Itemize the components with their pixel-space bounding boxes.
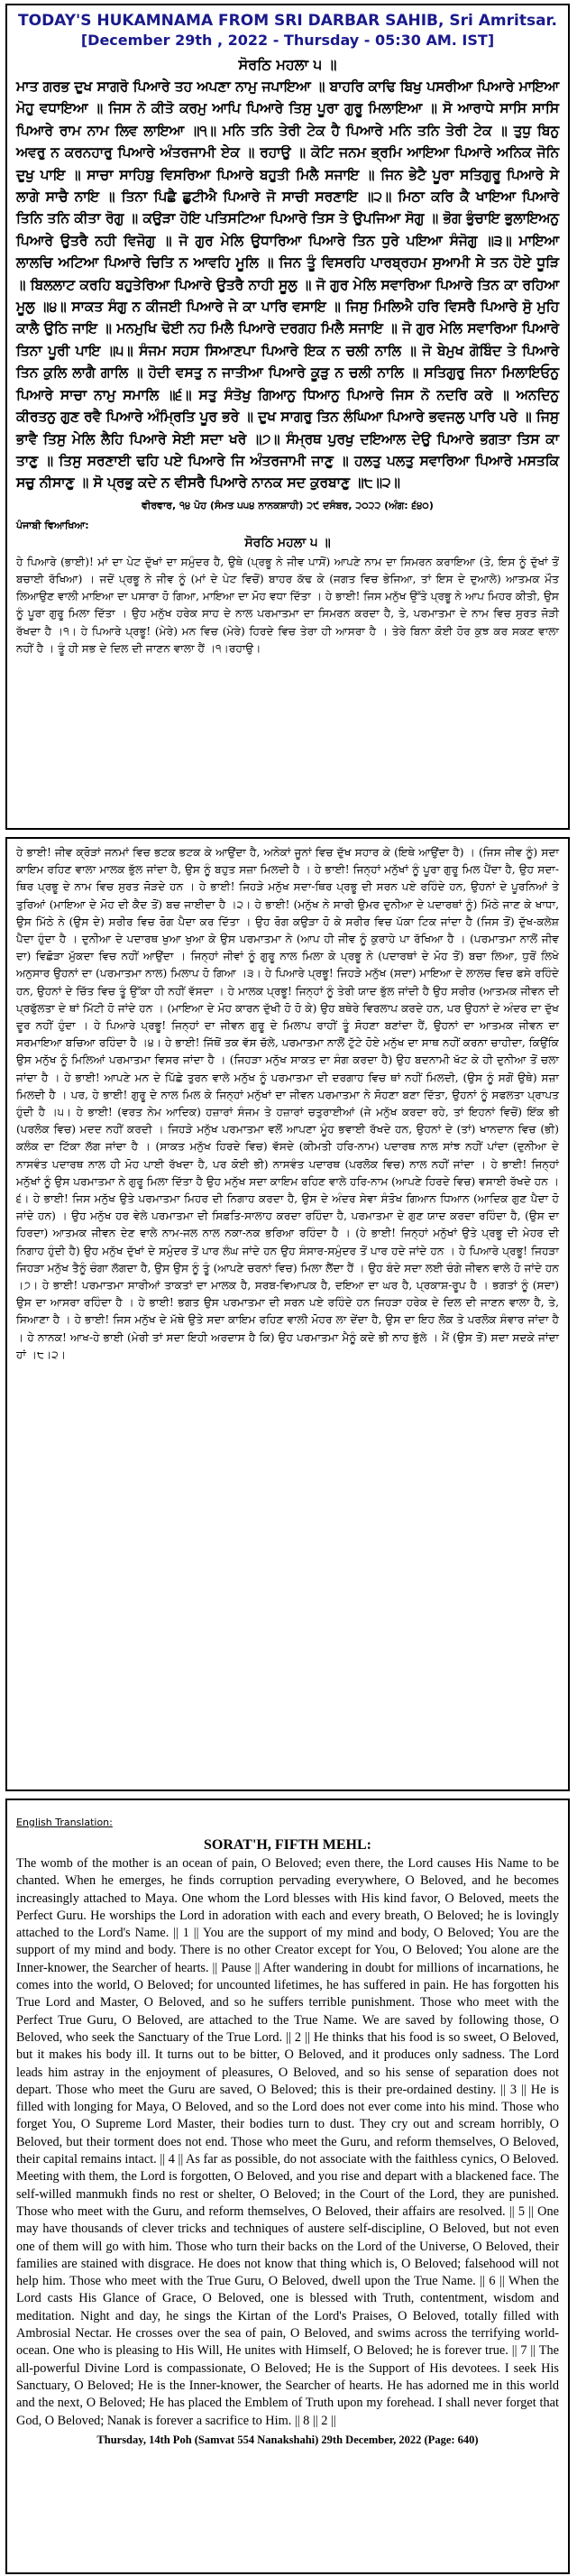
vyakhya-text-part1: ਹੇ ਪਿਆਰੇ (ਭਾਈ)! ਮਾਂ ਦਾ ਪੇਟ ਦੁੱਖਾਂ ਦਾ ਸਮੁੰਦਰ ਹੈ, ਉਥੇ (ਪ੍ਰਭੂ ਨੇ ਜੀਵ ਪਾਸੋਂ) ਆਪਣੇ ਨਾਮ ਦਾ ਸਿਮਰਨ ਕਰਾਇਆ (ਤੇ, ਇਸ ਨੂੰ ਦੁੱਖਾਂ ਤੋਂ ਬਚਾਈ ਰੱਖਿਆ) । ਜਦੋਂ ਪ੍ਰਭੂ ਨੇ ਜੀਵ ਨੂੰ (ਮਾਂ ਦੇ ਪੇਟ ਵਿਚੋਂ) ਬਾਹਰ ਕੱਢ ਕੇ (ਜਗਤ ਵਿਚ ਭੇਜਿਆ, ਤਾਂ ਇਸ ਦੇ ਦੁਆਲੇ) ਆਤਮਕ ਮੌਤ ਲਿਆਉਣ ਵਾਲੀ ਮਾਇਆ ਦਾ ਪਸਾਰਾ ਹੋ ਗਿਆ, ਮਾਇਆ ਦਾ ਮੋਹ ਵਧਾ ਦਿੱਤਾ । ਹੇ ਭਾਈ! ਜਿਸ ਮਨੁੱਖ ਉੱਤੇ ਪ੍ਰਭੂ ਨੇ ਆਪ ਮਿਹਰ ਕੀਤੀ, ਉਸ ਨੂੰ ਪੂਰਾ ਗੁਰੂ ਮਿਲਾ ਦਿੱਤਾ । ਉਹ ਮਨੁੱਖ ਹਰੇਕ ਸਾਹ ਦੇ ਨਾਲ ਪਰਮਾਤਮਾ ਦਾ ਸਿਮਰਨ ਕਰਦਾ ਹੈ, ਤੇ, ਪਰਮਾਤਮਾ ਦੇ ਨਾਮ ਵਿਚ ਸੁਰਤ ਜੋੜੀ ਰੱਖਦਾ ਹੈ ।੧। ਹੇ ਪਿਆਰੇ ਪ੍ਰਭੂ! (ਮੇਰੇ) ਮਨ ਵਿਚ (ਮੇਰੇ) ਹਿਰਦੇ ਵਿਚ ਤੇਰਾ ਹੀ ਆਸਰਾ ਹੈ । ਤੇਰੇ ਬਿਨਾ ਕੋਈ ਹੋਰ ਕੁਝ ਕਰ ਸਕਣ ਵਾਲਾ ਨਹੀਂ ਹੈ । ਤੂੰ ਹੀ ਸਭ ਦੇ ਦਿਲ ਦੀ ਜਾਣਨ ਵਾਲਾ ਹੈਂ ।੧।ਰਹਾਉ। [16, 555, 559, 655]
page-header [7, 5, 568, 51]
english-text: The womb of the mother is an ocean of pain, O Beloved; even there, the Lord causes His Name to be chanted. When he emerges, he finds corruption pervading everywhere, O Beloved, and he becomes increasingly attached to Maya. One whom the Lord blesses with His kind favor, O Beloved, meets the Perfect Guru. He worships the Lord in adoration with each and every breath, O Beloved; he is lovingly attached to the Lord's Name. || 1 || You are the support of my mind and body, O Beloved; You are the support of my mind and body. There is no other Creator except for You, O Beloved; You alone are the Inner-knower, the Searcher of hearts. || Pause || After wandering in doubt for millions of incarnations, he comes into the world, O Beloved; for uncounted lifetimes, he has suffered in pain. He has forgotten his True Lord and Master, O Beloved, and so he suffers terrible punishment. Those who meet with the Perfect True Guru, O Beloved, are attached to the True Name. We are saved by following those, O Beloved, who seek the Sanctuary of the True Lord. || 2 || He thinks that his food is so sweet, O Beloved, but it makes his body ill. It turns out to be bitter, O Beloved, and it produces only sadness. The Lord leads him astray in the enjoyment of pleasures, O Beloved, and so his sense of separation does not depart. Those who meet the Guru are saved, O Beloved; this is their pre-ordained destiny. || 3 || He is filled with longing for Maya, O Beloved, and so the Lord does not ever come into his mind. Those who forget You, O Supreme Lord Master, their bodies turn to dust. They cry out and scream horribly, O Beloved, but their torment does not end. Those who meet the Guru, and reform themselves, O Beloved, their capital remains intact. || 4 || As far as possible, do not associate with the faithless cynics, O Beloved. Meeting with them, the Lord is forgotten, O Beloved, and you rise and depart with a blackened face. The self-willed manmukh finds no rest or shelter, O Beloved; in the Court of the Lord, they are punished. Those who meet with the Guru, and reform themselves, O Beloved, their affairs are resolved. || 5 || One may have thousands of clever tricks and techniques of austere self-discipline, O Beloved, but not even one of them will go with him. Those who turn their backs on the Lord of the Universe, O Beloved, their families are stained with disgrace. He does not know that thing which is, O Beloved; falsehood will not help him. Those who meet with the True Guru, O Beloved, dwell upon the True Name. || 6 || When the Lord casts His Glance of Grace, O Beloved, one is blessed with Truth, contentment, wisdom and meditation. Night and day, he sings the Kirtan of the Lord's Praises, O Beloved, totally filled with Ambrosial Nectar. He crosses over the sea of pain, O Beloved, and swims across the terrifying world-ocean. One who is pleasing to His Will, He unites with Himself, O Beloved; he is forever true. || 7 || The all-powerful Divine Lord is compassionate, O Beloved; He is the Support of His devotees. I seek His Sanctuary, O Beloved; He is the Inner-knower, the Searcher of hearts. He has adorned me in this world and the next, O Beloved; He has placed the Emblem of Truth upon my forehead. I shall never forget that God, O Beloved; Nanak is forever a sacrifice to Him. || 8 || 2 || [16, 1856, 559, 2428]
page-date: [December 29th , 2022 - Thursday - 05:30 AM. IST] [80, 32, 495, 49]
gurbani-box [5, 4, 570, 830]
punjabi-vyakhya-label: ਪੰਜਾਬੀ ਵਿਆਖਿਆ: [16, 519, 89, 531]
vyakhya-text-part2: ਹੇ ਭਾਈ! ਜੀਵ ਕ੍ਰੋੜਾਂ ਜਨਮਾਂ ਵਿਚ ਭਟਕ ਭਟਕ ਕੇ ਆਉਂਦਾ ਹੈ, ਅਨੇਕਾਂ ਜੂਨਾਂ ਵਿਚ ਦੁੱਖ ਸਹਾਰ ਕੇ (ਇਥੇ ਆਉਂਦਾ ਹੈ) । (ਜਿਸ ਜੀਵ ਨੂੰ) ਸਦਾ ਕਾਇਮ ਰਹਿਣ ਵਾਲਾ ਮਾਲਕ ਭੁੱਲ ਜਾਂਦਾ ਹੈ, ਉਸ ਨੂੰ ਬਹੁਤ ਸਜ਼ਾ ਮਿਲਦੀ ਹੈ । ਹੇ ਭਾਈ! ਜਿਨ੍ਹਾਂ ਮਨੁੱਖਾਂ ਨੂੰ ਪੂਰਾ ਗੁਰੂ ਮਿਲ ਪੈਂਦਾ ਹੈ, ਉਹ ਸਦਾ-ਥਿਰ ਪ੍ਰਭੂ ਦੇ ਨਾਮ ਵਿਚ ਸੁਰਤ ਜੋੜਦੇ ਹਨ । ਹੇ ਭਾਈ! ਜਿਹੜੇ ਮਨੁੱਖ ਸਦਾ-ਥਿਰ ਪ੍ਰਭੂ ਦੀ ਸਰਨ ਪਏ ਰਹਿੰਦੇ ਹਨ, ਉਹਨਾਂ ਦੇ ਪੂਰਨਿਆਂ ਤੇ ਤੁਰਿਆਂ (ਮਾਇਆ ਦੇ ਮੋਹ ਦੀ ਕੈਦ ਤੋਂ) ਬਚ ਜਾਈਦਾ ਹੈ ।੨। ਹੇ ਭਾਈ! (ਮਨੁੱਖ ਨੇ ਸਾਰੀ ਉਮਰ ਦੁਨੀਆ ਦੇ ਪਦਾਰਥਾਂ ਨੂੰ) ਮਿੱਠੇ ਜਾਣ ਕੇ ਖਾਧਾ, ਉਸ ਮਿੱਠੇ ਨੇ (ਉਸ ਦੇ) ਸਰੀਰ ਵਿਚ ਰੋਗ ਪੈਦਾ ਕਰ ਦਿੱਤਾ । ਉਹ ਰੋਗ ਕਉੜਾ ਹੋ ਕੇ ਸਰੀਰ ਵਿਚ ਪੱਕਾ ਟਿਕ ਜਾਂਦਾ ਹੈ (ਜਿਸ ਤੋਂ) ਦੁੱਖ-ਕਲੇਸ਼ ਪੈਦਾ ਹੁੰਦਾ ਹੈ । ਦੁਨੀਆ ਦੇ ਪਦਾਰਥ ਖੁਆ ਖੁਆ ਕੇ ਉਸ ਪਰਮਾਤਮਾ ਨੇ (ਆਪ ਹੀ ਜੀਵ ਨੂੰ ਕੁਰਾਹੇ ਪਾ ਰੱਖਿਆ ਹੈ । (ਪਰਮਾਤਮਾ ਨਾਲੋਂ ਜੀਵ ਦਾ) ਵਿਛੋੜਾ ਮੁੱਕਦਾ ਵਿਚ ਨਹੀਂ ਆਉਂਦਾ । ਜਿਨ੍ਹਾਂ ਜੀਵਾਂ ਨੂੰ ਗੁਰੂ ਨਾਲ ਮਿਲਾ ਕੇ ਪ੍ਰਭੂ ਨੇ (ਪਦਾਰਥਾਂ ਦੇ ਮੋਹ ਤੋਂ) ਬਚਾ ਲਿਆ, ਧੁਰੋਂ ਲਿਖੇ ਅਨੁਸਾਰ ਉਹਨਾਂ ਦਾ (ਪਰਮਾਤਮਾ ਨਾਲ) ਮਿਲਾਪ ਹੋ ਗਿਆ ।੩। ਹੇ ਪਿਆਰੇ ਪ੍ਰਭੂ! ਜਿਹੜੇ ਮਨੁੱਖ (ਸਦਾ) ਮਾਇਆ ਦੇ ਲਾਲਚ ਵਿਚ ਫਸੇ ਰਹਿੰਦੇ ਹਨ, ਉਹਨਾਂ ਦੇ ਚਿੱਤ ਵਿਚ ਤੂੰ ਉੱਕਾ ਹੀ ਨਹੀਂ ਵੱਸਦਾ । ਹੇ ਮਾਲਕ ਪ੍ਰਭੂ! ਜਿਨ੍ਹਾਂ ਨੂੰ ਤੇਰੀ ਯਾਦ ਭੁੱਲ ਜਾਂਦੀ ਹੈ ਉਹ ਸਰੀਰ (ਆਤਮਕ ਜੀਵਨ ਦੀ ਪ੍ਰਫੁੱਲਤਾ ਦੇ ਥਾਂ ਮਿੱਟੀ ਹੋ ਜਾਂਦੇ ਹਨ । (ਮਾਇਆ ਦੇ ਮੋਹ ਕਾਰਨ ਦੁੱਖੀ ਹੋ ਹੋ ਕੇ) ਉਹ ਬਥੇਰੇ ਵਿਰਲਾਪ ਕਰਦੇ ਹਨ, ਪਰ ਉਹਨਾਂ ਦੇ ਅੰਦਰ ਦਾ ਦੁੱਖ ਦੂਰ ਨਹੀਂ ਹੁੰਦਾ । ਹੇ ਪਿਆਰੇ ਪ੍ਰਭੂ! ਜਿਨ੍ਹਾਂ ਦਾ ਜੀਵਨ ਗੁਰੂ ਦੇ ਮਿਲਾਪ ਰਾਹੀਂ ਤੂੰ ਸੋਹਣਾ ਬਣਾਂਦਾ ਹੈਂ, ਉਹਨਾਂ ਦਾ ਆਤਮਕ ਜੀਵਨ ਦਾ ਸਰਮਾਇਆ ਬਚਿਆ ਰਹਿੰਦਾ ਹੈ ।੪। ਹੇ ਭਾਈ! ਜਿੱਥੋਂ ਤਕ ਵੱਸ ਚੱਲੇ, ਪਰਮਾਤਮਾ ਨਾਲੋਂ ਟੁੱਟੇ ਹੋਏ ਮਨੁੱਖ ਦਾ ਸਾਥ ਨਹੀਂ ਕਰਨਾ ਚਾਹੀਦਾ, ਕਿਉਂਕਿ ਉਸ ਮਨੁੱਖ ਨੂੰ ਮਿਲਿਆਂ ਪਰਮਾਤਮਾ ਵਿਸਰ ਜਾਂਦਾ ਹੈ । (ਜਿਹੜਾ ਮਨੁੱਖ ਸਾਕਤ ਦਾ ਸੰਗ ਕਰਦਾ ਹੈ) ਉਹ ਬਦਨਾਮੀ ਖੱਟ ਕੇ ਹੀ ਦੁਨੀਆ ਤੋਂ ਚਲਾ ਜਾਂਦਾ ਹੈ । ਹੇ ਭਾਈ! ਆਪਣੇ ਮਨ ਦੇ ਪਿੱਛੇ ਤੁਰਨ ਵਾਲੇ ਮਨੁੱਖ ਨੂੰ ਪਰਮਾਤਮਾ ਦੀ ਦਰਗਾਹ ਵਿਚ ਥਾਂ ਨਹੀਂ ਮਿਲਦੀ, (ਉਸ ਨੂੰ ਸਗੋਂ ਉਥੇ) ਸਜ਼ਾ ਮਿਲਦੀ ਹੈ । ਪਰ, ਹੇ ਭਾਈ! ਗੁਰੂ ਦੇ ਨਾਲ ਮਿਲ ਕੇ ਜਿਨ੍ਹਾਂ ਮਨੁੱਖਾਂ ਦਾ ਜੀਵਨ ਪਰਮਾਤਮਾ ਨੇ ਸੋਹਣਾ ਬਣਾ ਦਿੱਤਾ, ਉਹਨਾਂ ਨੂੰ ਸਫਲਤਾ ਪ੍ਰਾਪਤ ਹੁੰਦੀ ਹੈ ।੫। ਹੇ ਭਾਈ! (ਵਰਤ ਨੇਮ ਆਦਿਕ) ਹਜ਼ਾਰਾਂ ਸੰਜਮ ਤੇ ਹਜ਼ਾਰਾਂ ਚਤੁਰਾਈਆਂ (ਜੇ ਮਨੁੱਖ ਕਰਦਾ ਰਹੇ, ਤਾਂ ਇਹਨਾਂ ਵਿਚੋਂ) ਇੱਕ ਭੀ (ਪਰਲੋਕ ਵਿਚ) ਮਦਦ ਨਹੀਂ ਕਰਦੀ । ਜਿਹੜੇ ਮਨੁੱਖ ਪਰਮਾਤਮਾ ਵਲੋਂ ਆਪਣਾ ਮੂੰਹ ਭਵਾਈ ਰੱਖਦੇ ਹਨ, ਉਹਨਾਂ ਦੇ (ਤਾਂ) ਖਾਨਦਾਨ ਵਿਚ (ਭੀ) ਕਲੰਕ ਦਾ ਟਿੱਕਾ ਲੱਗ ਜਾਂਦਾ ਹੈ । (ਸਾਕਤ ਮਨੁੱਖ ਹਿਰਦੇ ਵਿਚ) ਵੱਸਦੇ (ਕੀਮਤੀ ਹਰਿ-ਨਾਮ) ਪਦਾਰਥ ਨਾਲ ਸਾਂਝ ਨਹੀਂ ਪਾਂਦਾ (ਦੁਨੀਆ ਦੇ ਨਾਸਵੰਤ ਪਦਾਰਥ ਨਾਲ ਹੀ ਮੋਹ ਪਾਈ ਰੱਖਦਾ ਹੈ, ਪਰ ਕੋਈ ਭੀ) ਨਾਸਵੰਤ ਪਦਾਰਥ (ਪਰਲੋਕ ਵਿਚ) ਨਾਲ ਨਹੀਂ ਜਾਂਦਾ । ਹੇ ਭਾਈ! ਜਿਨ੍ਹਾਂ ਮਨੁੱਖਾਂ ਨੂੰ ਉਸ ਪਰਮਾਤਮਾ ਨੇ ਗੁਰੂ ਮਿਲਾ ਦਿੱਤਾ ਹੈ ਉਹ ਮਨੁੱਖ ਸਦਾ ਕਾਇਮ ਰਹਿਣ ਵਾਲੇ ਹਰਿ-ਨਾਮ (ਆਪਣੇ ਹਿਰਦੇ ਵਿਚ) ਵਸਾਈ ਰੱਖਦੇ ਹਨ ।੬। ਹੇ ਭਾਈ! ਜਿਸ ਮਨੁੱਖ ਉਤੇ ਪਰਮਾਤਮਾ ਮਿਹਰ ਦੀ ਨਿਗਾਹ ਕਰਦਾ ਹੈ, ਉਸ ਦੇ ਅੰਦਰ ਸੇਵਾ ਸੰਤੋਖ ਗਿਆਨ ਧਿਆਨ (ਆਦਿਕ ਗੁਣ ਪੈਦਾ ਹੋ ਜਾਂਦੇ ਹਨ) । ਉਹ ਮਨੁੱਖ ਹਰ ਵੇਲੇ ਪਰਮਾਤਮਾ ਦੀ ਸਿਫ਼ਤਿ-ਸਾਲਾਹ ਕਰਦਾ ਰਹਿੰਦਾ ਹੈ, ਪਰਮਾਤਮਾ ਦੇ ਗੁਣ ਯਾਦ ਕਰਦਾ ਰਹਿੰਦਾ ਹੈ, (ਉਸ ਦਾ ਹਿਰਦਾ) ਆਤਮਕ ਜੀਵਨ ਦੇਣ ਵਾਲੇ ਨਾਮ-ਜਲ ਨਾਲ ਨਕਾ-ਨਕ ਭਰਿਆ ਰਹਿੰਦਾ ਹੈ । (ਹੇ ਭਾਈ! ਜਿਨ੍ਹਾਂ ਮਨੁੱਖਾਂ ਉਤੇ ਪ੍ਰਭੂ ਦੀ ਮੇਹਰ ਦੀ ਨਿਗਾਹ ਹੁੰਦੀ ਹੈ) ਉਹ ਮਨੁੱਖ ਦੁੱਖਾਂ ਦੇ ਸਮੁੰਦਰ ਤੋਂ ਪਾਰ ਲੰਘ ਜਾਂਦੇ ਹਨ ਉਹ ਸੰਸਾਰ-ਸਮੁੰਦਰ ਤੋਂ ਪਾਰ ਹਦੇ ਜਾਂਦੇ ਹਨ । ਹੇ ਪਿਆਰੇ ਪ੍ਰਭੂ! ਜਿਹੜਾ ਜਿਹੜਾ ਮਨੁੱਖ ਤੈਨੂੰ ਚੰਗਾ ਲੱਗਦਾ ਹੈ, ਉਸ ਉਸ ਨੂੰ ਤੂੰ (ਆਪਣੇ ਚਰਨਾਂ ਵਿਚ) ਮਿਲਾ ਲੈਂਦਾ ਹੈਂ । ਉਹ ਬੰਦੇ ਸਦਾ ਲਈ ਚੰਗੇ ਜੀਵਨ ਵਾਲੇ ਹੋ ਜਾਂਦੇ ਹਨ ।੭। ਹੇ ਭਾਈ! ਪਰਮਾਤਮਾ ਸਾਰੀਆਂ ਤਾਕਤਾਂ ਦਾ ਮਾਲਕ ਹੈ, ਸਰਬ-ਵਿਆਪਕ ਹੈ, ਦਇਆ ਦਾ ਘਰ ਹੈ, ਪ੍ਰਕਾਸ਼-ਰੂਪ ਹੈ । ਭਗਤਾਂ ਨੂੰ (ਸਦਾ) ਉਸ ਦਾ ਆਸਰਾ ਰਹਿੰਦਾ ਹੈ । ਹੇ ਭਾਈ! ਭਗਤ ਉਸ ਪਰਮਾਤਮਾ ਦੀ ਸਰਨ ਪਏ ਰਹਿੰਦੇ ਹਨ ਜਿਹੜਾ ਹਰੇਕ ਦੇ ਦਿਲ ਦੀ ਜਾਣਨ ਵਾਲਾ ਹੈ, ਤੇ, ਸਿਆਣਾ ਹੈ । ਹੇ ਭਾਈ! ਜਿਸ ਮਨੁੱਖ ਦੇ ਮੱਥੇ ਉਤੇ ਸਦਾ ਕਾਇਮ ਰਹਿਣ ਵਾਲੀ ਮੋਹਰ ਲਾ ਦੇਂਦਾ ਹੈ, ਉਸ ਦਾ ਇਹ ਲੋਕ ਤੇ ਪਰਲੋਕ ਸੰਵਾਰ ਜਾਂਦਾ ਹੈ । ਹੇ ਨਾਨਕ! ਆਖ-ਹੇ ਭਾਈ (ਮੇਰੀ ਤਾਂ ਸਦਾ ਇਹੀ ਅਰਦਾਸ ਹੈ ਕਿ) ਉਹ ਪਰਮਾਤਮਾ ਮੈਨੂੰ ਕਦੇ ਭੀ ਨਾਹ ਭੁੱਲੇ । ਮੈਂ (ਉਸ ਤੋਂ) ਸਦਾ ਸਦਕੇ ਜਾਂਦਾ ਹਾਂ ।੮।੨। [16, 846, 559, 1361]
gurbani-text: ਮਾਤ ਗਰਭ ਦੁਖ ਸਾਗਰੋ ਪਿਆਰੇ ਤਹ ਅਪਣਾ ਨਾਮੁ ਜਪਾਇਆ ॥ ਬਾਹਰਿ ਕਾਢਿ ਬਿਖੁ ਪਸਰੀਆ ਪਿਆਰੇ ਮਾਇਆ ਮੋਹੁ ਵਧਾਇਆ ॥ ਜਿਸ ਨੋ ਕੀਤੋ ਕਰਮੁ ਆਪਿ ਪਿਆਰੇ ਤਿਸੁ ਪੂਰਾ ਗੁਰੂ ਮਿਲਾਇਆ ॥ ਸੋ ਆਰਾਧੇ ਸਾਸਿ ਸਾਸਿ ਪਿਆਰੇ ਰਾਮ ਨਾਮ ਲਿਵ ਲਾਇਆ ॥੧॥ ਮਨਿ ਤਨਿ ਤੇਰੀ ਟੇਕ ਹੈ ਪਿਆਰੇ ਮਨਿ ਤਨਿ ਤੇਰੀ ਟੇਕ ॥ ਤੁਧੁ ਬਿਨੁ ਅਵਰੁ ਨ ਕਰਨਹਾਰੁ ਪਿਆਰੇ ਅੰਤਰਜਾਮੀ ਏਕ ॥ ਰਹਾਉ ॥ ਕੋਟਿ ਜਨਮ ਭ੍ਰਮਿ ਆਇਆ ਪਿਆਰੇ ਅਨਿਕ ਜੋਨਿ ਦੁਖੁ ਪਾਇ ॥ ਸਾਚਾ ਸਾਹਿਬੁ ਵਿਸਰਿਆ ਪਿਆਰੇ ਬਹੁਤੀ ਮਿਲੈ ਸਜਾਇ ॥ ਜਿਨ ਭੇਟੈ ਪੂਰਾ ਸਤਿਗੁਰੂ ਪਿਆਰੇ ਸੇ ਲਾਗੇ ਸਾਚੈ ਨਾਇ ॥ ਤਿਨਾ ਪਿਛੈ ਛੁਟੀਐ ਪਿਆਰੇ ਜੋ ਸਾਚੀ ਸਰਣਾਇ ॥੨॥ ਮਿਠਾ ਕਰਿ ਕੈ ਖਾਇਆ ਪਿਆਰੇ ਤਿਨਿ ਤਨਿ ਕੀਤਾ ਰੋਗੁ ॥ ਕਉੜਾ ਹੋਇ ਪਤਿਸਟਿਆ ਪਿਆਰੇ ਤਿਸ ਤੇ ਉਪਜਿਆ ਸੋਗੁ ॥ ਭੋਗ ਭੁੰਚਾਇ ਭੁਲਾਇਅਨੁ ਪਿਆਰੇ ਉਤਰੈ ਨਹੀ ਵਿਜੋਗੁ ॥ ਜੋ ਗੁਰ ਮੇਲਿ ਉਧਾਰਿਆ ਪਿਆਰੇ ਤਿਨ ਧੁਰੇ ਪਇਆ ਸੰਜੋਗੁ ॥੩॥ ਮਾਇਆ ਲਾਲਚਿ ਅਟਿਆ ਪਿਆਰੇ ਚਿਤਿ ਨ ਆਵਹਿ ਮੂਲਿ ॥ ਜਿਨ ਤੂੰ ਵਿਸਰਹਿ ਪਾਰਬ੍ਰਹਮ ਸੁਆਮੀ ਸੇ ਤਨ ਹੋਏ ਧੂੜਿ ॥ ਬਿਲਲਾਟ ਕਰਹਿ ਬਹੁਤੇਰਿਆ ਪਿਆਰੇ ਉਤਰੈ ਨਾਹੀ ਸੂਲੁ ॥ ਜੋ ਗੁਰ ਮੇਲਿ ਸਵਾਰਿਆ ਪਿਆਰੇ ਤਿਨ ਕਾ ਰਹਿਆ ਮੂਲੁ ॥੪॥ ਸਾਕਤ ਸੰਗੁ ਨ ਕੀਜਈ ਪਿਆਰੇ ਜੇ ਕਾ ਪਾਰਿ ਵਸਾਇ ॥ ਜਿਸੁ ਮਿਲਿਐ ਹਰਿ ਵਿਸਰੈ ਪਿਆਰੇ ਸੁੋ ਮੁਹਿ ਕਾਲੈ ਉਠਿ ਜਾਇ ॥ ਮਨਮੁਖਿ ਢੋਈ ਨਹ ਮਿਲੈ ਪਿਆਰੇ ਦਰਗਹ ਮਿਲੈ ਸਜਾਇ ॥ ਜੋ ਗੁਰ ਮੇਲਿ ਸਵਾਰਿਆ ਪਿਆਰੇ ਤਿਨਾ ਪੂਰੀ ਪਾਇ ॥੫॥ ਸੰਜਮ ਸਹਸ ਸਿਆਣਪਾ ਪਿਆਰੇ ਇਕ ਨ ਚਲੀ ਨਾਲਿ ॥ ਜੋ ਬੇਮੁਖ ਗੋਬਿੰਦ ਤੇ ਪਿਆਰੇ ਤਿਨ ਕੁਲਿ ਲਾਗੈ ਗਾਲਿ ॥ ਹੋਦੀ ਵਸਤੁ ਨ ਜਾਤੀਆ ਪਿਆਰੇ ਕੂੜੁ ਨ ਚਲੀ ਨਾਲਿ ॥ ਸਤਿਗੁਰੁ ਜਿਨਾ ਮਿਲਾਇਓਨੁ ਪਿਆਰੇ ਸਾਚਾ ਨਾਮੁ ਸਮਾਲਿ ॥੬॥ ਸਤੁ ਸੰਤੋਖੁ ਗਿਆਨੁ ਧਿਆਨੁ ਪਿਆਰੇ ਜਿਸ ਨੋ ਨਦਰਿ ਕਰੇ ॥ ਅਨਦਿਨੁ ਕੀਰਤਨੁ ਗੁਣ ਰਵੈ ਪਿਆਰੇ ਅੰਮ੍ਰਿਤਿ ਪੂਰ ਭਰੇ ॥ ਦੁਖ ਸਾਗਰੁ ਤਿਨ ਲੰਘਿਆ ਪਿਆਰੇ ਭਵਜਲੁ ਪਾਰਿ ਪਰੇ ॥ ਜਿਸੁ ਭਾਵੈ ਤਿਸੁ ਮੇਲਿ ਲੈਹਿ ਪਿਆਰੇ ਸੇਈ ਸਦਾ ਖਰੇ ॥੭॥ ਸੰਮ੍ਰਥ ਪੁਰਖੁ ਦਇਆਲ ਦੇਉ ਪਿਆਰੇ ਭਗਤਾ ਤਿਸ ਕਾ ਤਾਣੁ ॥ ਤਿਸੁ ਸਰਣਾਈ ਢਹਿ ਪਏ ਪਿਆਰੇ ਜਿ ਅੰਤਰਜਾਮੀ ਜਾਣੁ ॥ ਹਲਤੁ ਪਲਤੁ ਸਵਾਰਿਆ ਪਿਆਰੇ ਮਸਤਕਿ ਸਚੁ ਨੀਸਾਣੁ ॥ ਸੋ ਪ੍ਰਭੁ ਕਦੇ ਨ ਵੀਸਰੈ ਪਿਆਰੇ ਨਾਨਕ ਸਦ ਕੁਰਬਾਣੁ ॥੮॥੨॥ [16, 78, 559, 492]
english-translation-label: English Translation: [16, 1817, 113, 1828]
english-date-footer: Thursday, 14th Poh (Samvat 554 Nanakshahi) 29th December, 2022 (Page: 640) [96, 2433, 479, 2446]
gurbani-date-footer: ਵੀਰਵਾਰ, ੧੪ ਪੋਹ (ਸੰਮਤ ੫੫੪ ਨਾਨਕਸ਼ਾਹੀ) ੨੯ ਦਸੰਬਰ, ੨੦੨੨ (ਅੰਗ: ੬੪੦) [142, 499, 434, 511]
english-box [5, 1799, 570, 2574]
vyakhya-title: ਸੋਰਠਿ ਮਹਲਾ ੫ ॥ [244, 535, 331, 550]
shabad-title: ਸੋਰਠਿ ਮਹਲਾ ੫ ॥ [238, 56, 337, 73]
page-title: TODAY'S HUKAMNAMA FROM SRI DARBAR SAHIB, Sri Amritsar. [18, 12, 557, 30]
vyakhya-box [5, 837, 570, 1791]
english-title: SORAT'H, FIFTH MEHL: [204, 1837, 371, 1853]
